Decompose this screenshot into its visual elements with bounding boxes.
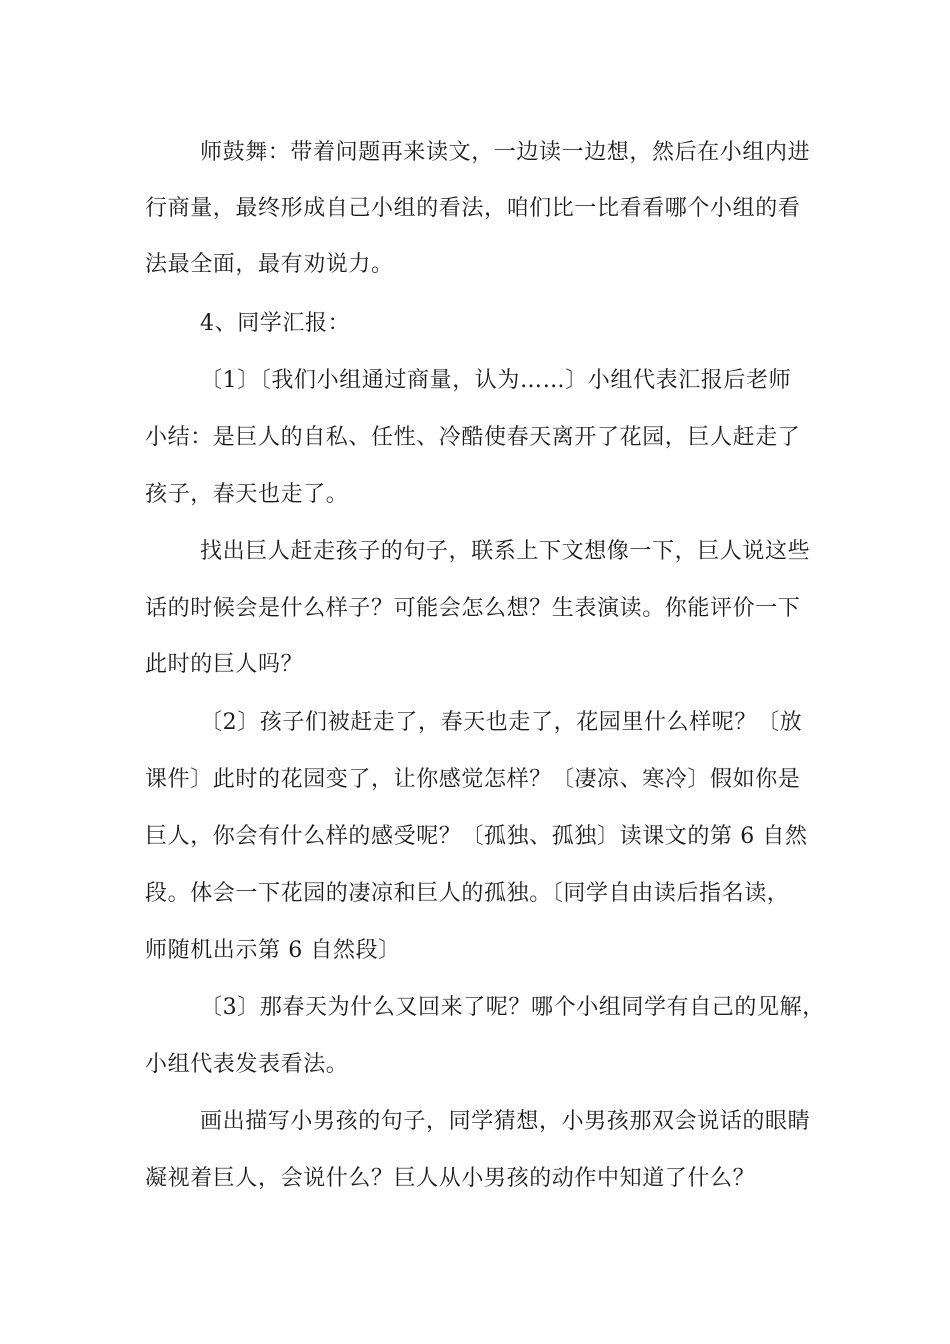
text-line: 找出巨人赶走孩子的句子，联系上下文想像一下，巨人说这些	[200, 539, 811, 564]
text-line: 师随机出示第 6 自然段〕	[145, 938, 401, 963]
text-line: 4、同学汇报：	[200, 311, 351, 336]
text-line: 〔1〕〔我们小组通过商量，认为……〕小组代表汇报后老师	[200, 368, 792, 393]
text-line: 小结：是巨人的自私、任性、冷酷使春天离开了花园，巨人赶走了	[145, 425, 801, 450]
text-line: 画出描写小男孩的句子，同学猜想，小男孩那双会说话的眼睛	[200, 1109, 811, 1134]
text-line: 师鼓舞：带着问题再来读文，一边读一边想，然后在小组内进	[200, 140, 811, 165]
text-line: 此时的巨人吗？	[145, 652, 304, 677]
text-line: 段。体会一下花园的凄凉和巨人的孤独。〔同学自由读后指名读，	[145, 881, 790, 906]
text-line: 小组代表发表看法。	[145, 1052, 349, 1077]
text-line: 法最全面，最有劝说力。	[145, 252, 394, 277]
text-line: 孩子，春天也走了。	[145, 482, 349, 507]
text-line: 话的时候会是什么样子？可能会怎么想？生表演读。你能评价一下	[145, 596, 801, 621]
text-line: 行商量，最终形成自己小组的看法，咱们比一比看看哪个小组的看	[145, 196, 801, 221]
text-line: 〔2〕孩子们被赶走了，春天也走了，花园里什么样呢？〔放	[200, 710, 803, 735]
text-line: 〔3〕那春天为什么又回来了呢？哪个小组同学有自己的见解，	[200, 995, 825, 1020]
text-line: 凝视着巨人，会说什么？巨人从小男孩的动作中知道了什么？	[145, 1166, 756, 1191]
text-line: 巨人，你会有什么样的感受呢？〔孤独、孤独〕读课文的第 6 自然	[145, 824, 808, 849]
text-line: 课件〕此时的花园变了，让你感觉怎样？〔凄凉、寒冷〕假如你是	[145, 767, 801, 792]
